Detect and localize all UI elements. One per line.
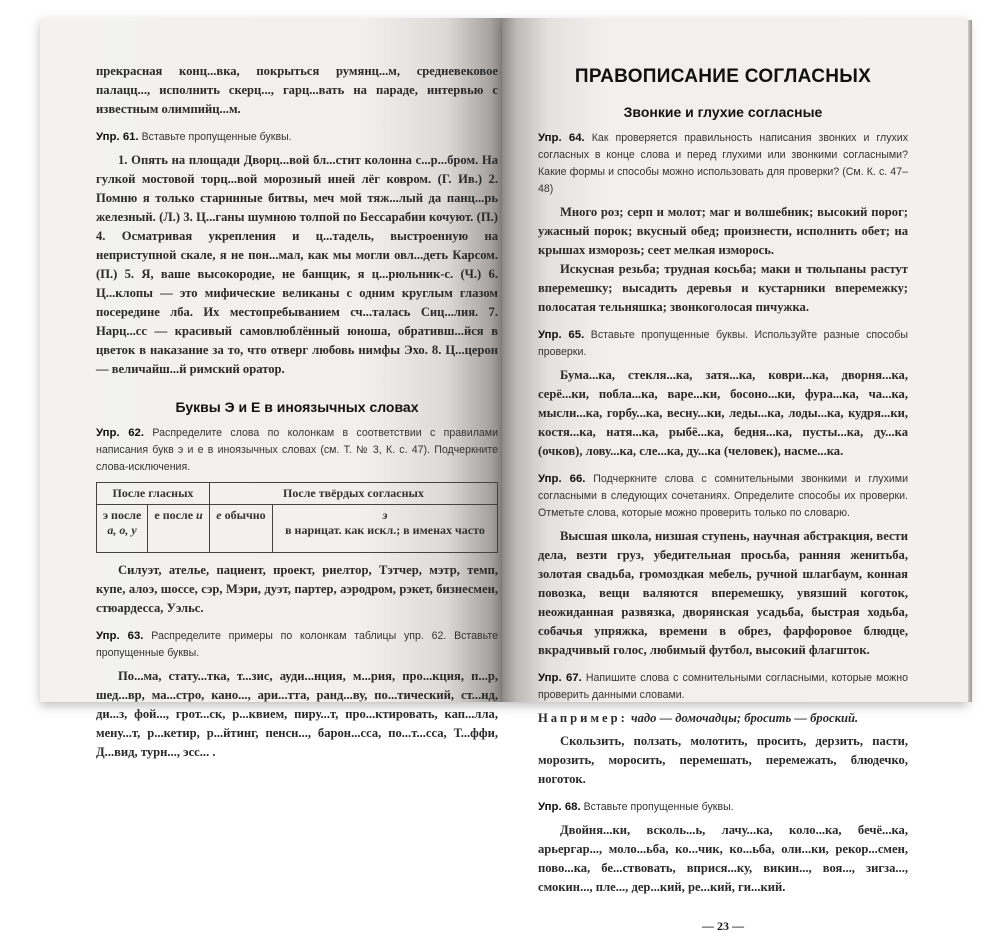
- table-cell: [209, 505, 272, 553]
- instruction-text: Как проверяется правильность написания звонких и глухих согласных в конце слова и перед глухими или звонкими согласными? Какие формы и способы можно использовать для проверки? (См. К. с. 47–48): [538, 132, 909, 195]
- left-page: [40, 18, 502, 759]
- exercise-61-text: 1. Опять на площади Дворц...вой бл...стит колонна с...р...бром. На гулкой мостовой торц...вой морозный иней лёг ковром. (Г. Ив.) 2. Помню я только старинные битвы, меч мой тяж...лый да панц...рь железный. (Л.) 3. Ц...ганы шумною толпой по Бессарабии кочуют. (П.) 4. Осматривая укрепления и ц...тадель, выстроенную на неприступной скале, я не пон...мал, как мы могли овл...деть Карсом. (П.) 5. Я, ваше высокородие, не банщик, я ц...рюльник-с. (Ч.) 6. Ц...клопы — это мифические великаны с одним круглым глазом посередине лба. Их местопребыванием сч...талась Сиц...лия. 7. Нарц...сс — красивый самовлюблённый юноша, обративш...йся в цветок в наказание за то, что отверг любовь нимфы Эхо. 8. Ц...церон — величайш...й римский оратор.: [96, 153, 498, 376]
- exercise-label: Упр. 64.: [538, 132, 585, 144]
- exercise-68-instruction: [538, 799, 908, 816]
- table-cell: [148, 505, 210, 553]
- section-title: Буквы Э и Е в иноязычных словах: [175, 399, 419, 415]
- section-title: Звонкие и глухие согласные: [623, 104, 823, 120]
- table-header: После твёрдых согласных: [209, 483, 497, 505]
- exercise-label: Упр. 63.: [96, 630, 144, 642]
- book-spread: [40, 18, 970, 933]
- cell-text: е после: [154, 508, 194, 522]
- exercise-65-text: Бума...ка, стекля...ка, затя...ка, коври...ка, дворня...ка, серё...ки, побла...ка, варе...ки, босоно...ки, фура...ка, ча...ка, мысли...ка, горбу...ка, весну...ки, леды...ка, лоды...ка, кудря...ки, костя...ка, натя...ка, рыбё...ка, бедня...ка, пусты...ка, ду...ка (очков), лову...ка, сле...ка, ду...ка (человек), насме...ка.: [538, 368, 908, 458]
- instruction-text: Вставьте пропущенные буквы.: [583, 801, 734, 813]
- exercise-62-instruction: [96, 425, 498, 476]
- cell-text: и: [196, 508, 203, 522]
- exercise-61-instruction: [96, 129, 498, 146]
- rules-table: [96, 482, 498, 553]
- table-cell: [97, 505, 148, 553]
- instruction-text: Подчеркните слова с сомнительными звонкими и глухими согласными в следующих сочетаниях. Определите способы их проверки. Отметьте слова, которые можно проверить только по словарю.: [538, 473, 908, 519]
- exercise-64-instruction: [538, 130, 908, 198]
- cell-text: обычно: [224, 508, 266, 522]
- exercise-label: Упр. 65.: [538, 329, 585, 341]
- instruction-text: Распределите слова по колонкам в соответствии с правилами написания букв э и е в иноязычных словах (см. Т. № 3, К. с. 47). Подчеркните слова-исключения.: [96, 427, 498, 473]
- exercise-68-text: Двойня...ки, всколь...ь, лачу...ка, коло...ка, бечё...ка, арьергар..., моло...ьба, ко...чик, ко...ьба, оли...ки, рекор...смен, пово...ка, бе...ствовать, вприся...ку, викин..., воя..., зигза..., смокин..., пле..., дер...кий, ре...кий, ги...кий.: [538, 823, 908, 894]
- exercise-63-text: По...ма, стату...тка, т...зис, ауди...нция, м...рия, про...кция, п...р, шед...вр, ма...стро, кано..., ари...тта, ранд...ву, по...тический, ст...нд, ди...з, фой..., грот...ск, р...квием, пиру...т, про...ктировать, кап...лла, мену...т, р...кетир, р...йтинг, пенсн..., барон...сса, по...т...сса, Т...ффи, Д...вид, турн..., эсс... .: [96, 669, 498, 759]
- exercise-label: Упр. 67.: [538, 672, 582, 684]
- exercise-64-paragraph-2: Искусная резьба; трудная косьба; маки и тюльпаны растут вперемешку; высадить деревья и кустарники вперемежку; полосатая тельняшка; звонкоголосая пичужка.: [538, 262, 908, 314]
- exercise-63-instruction: [96, 628, 498, 662]
- table-header: После гласных: [97, 483, 210, 505]
- exercise-65-instruction: [538, 327, 908, 361]
- example-label: Например:: [538, 711, 628, 725]
- cell-text: в нарицат. как искл.; в именах часто: [285, 523, 485, 537]
- exercise-64-paragraph-1: Много роз; серп и молот; маг и волшебник; высокий порог; ужасный порок; вкусный обед; произнести, исполнить обет; на крышах изморозь; сеет мелкая изморось.: [538, 205, 908, 257]
- exercise-label: Упр. 62.: [96, 427, 145, 439]
- exercise-66-instruction: [538, 471, 908, 522]
- example-text: чадо — домочадцы; бросить — броский.: [630, 711, 859, 725]
- exercise-label: Упр. 68.: [538, 801, 581, 813]
- page-number: — 23 —: [702, 919, 744, 933]
- exercise-67-instruction: [538, 670, 908, 704]
- right-page: [502, 18, 968, 933]
- continuation-text: прекрасная конц...вка, покрыться румянц...м, средневековое палацц..., исполнить скерц..., гарц...вать на параде, интервью с известным олимпийц...м.: [96, 64, 498, 116]
- cell-text: э после: [102, 508, 142, 522]
- cell-text: а, о, у: [107, 523, 137, 537]
- chapter-title: ПРАВОПИСАНИЕ СОГЛАСНЫХ: [574, 66, 872, 87]
- cell-text: э: [382, 508, 388, 522]
- instruction-text: Вставьте пропущенные буквы.: [141, 131, 292, 143]
- instruction-text: Распределите примеры по колонкам таблицы упр. 62. Вставьте пропущенные буквы.: [96, 630, 498, 659]
- instruction-text: Вставьте пропущенные буквы. Используйте разные способы проверки.: [538, 329, 908, 358]
- exercise-67-example: [538, 709, 908, 728]
- exercise-66-text: Высшая школа, низшая ступень, научная абстракция, вести дела, везти груз, убедительная просьба, ранняя женитьба, золотая свадьба, громоздкая мебель, ручной шлагбаум, конная повозка, вещи валяются вперемешку, увязший коготок, неожиданная развязка, дворянская усадьба, быстрая ходьба, собачья упряжка, времени в обрез, фарфоровое блюдце, вкрадчивый голос, любимый футбол, высокий флагшток.: [538, 529, 908, 657]
- table-cell: [272, 505, 497, 553]
- exercise-label: Упр. 61.: [96, 131, 139, 143]
- instruction-text: Напишите слова с сомнительными согласными, которые можно проверить данными словами.: [538, 672, 908, 701]
- exercise-67-text: Скользить, ползать, молотить, просить, дерзить, пасти, морозить, моросить, перемешать, перемежать, блюдечко, ноготок.: [538, 734, 908, 786]
- cell-text: е: [216, 508, 222, 522]
- exercise-label: Упр. 66.: [538, 473, 586, 485]
- exercise-62-text: Силуэт, ателье, пациент, проект, риелтор, Тэтчер, мэтр, темп, купе, алоэ, шоссе, сэр, Мэри, дуэт, партер, аэродром, рэкет, бизнесмен, стюардесса, Уэльс.: [96, 563, 498, 615]
